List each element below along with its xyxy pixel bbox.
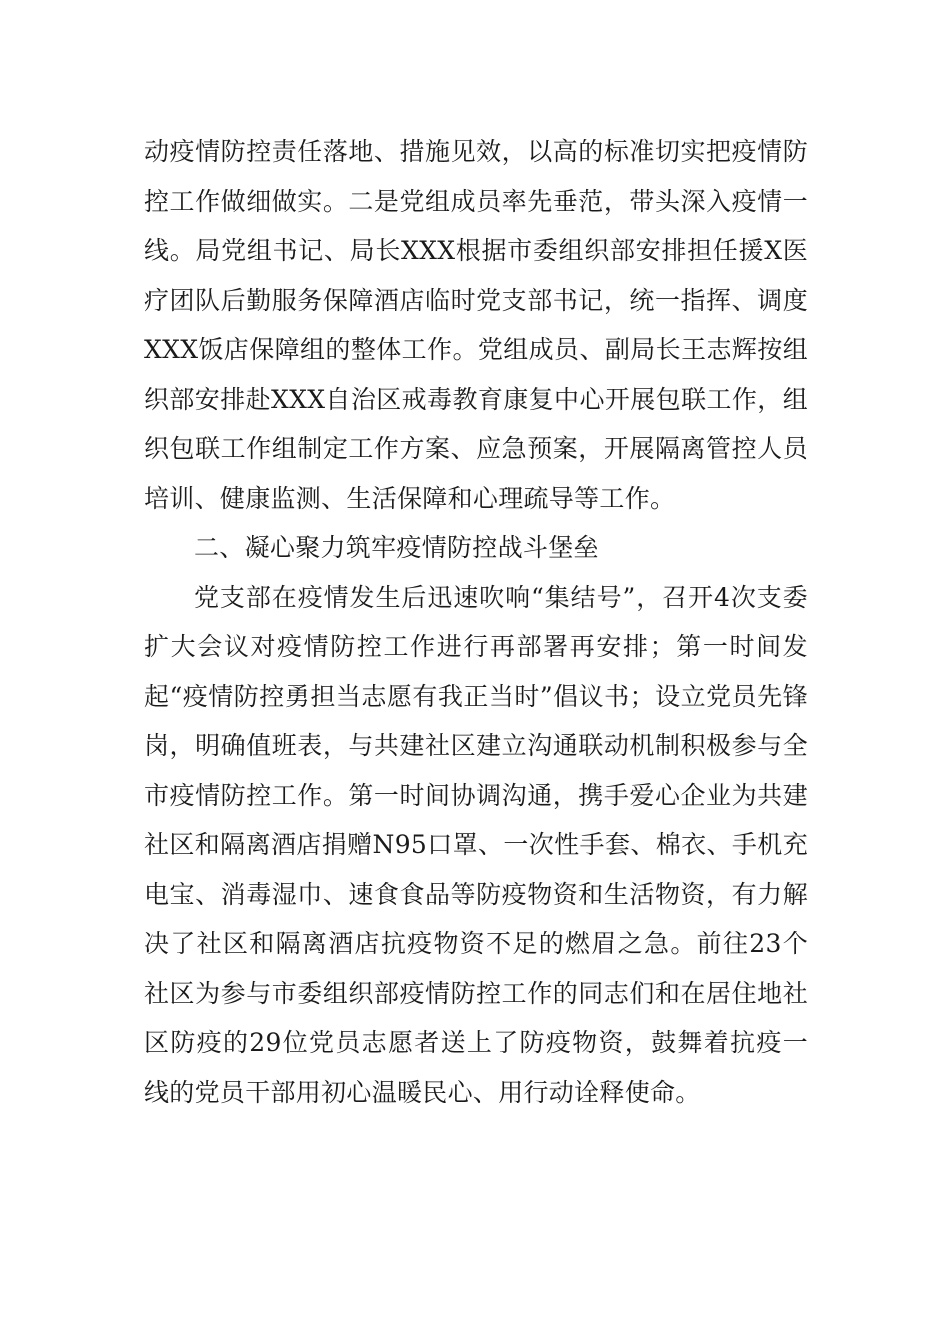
- document-body: [144, 127, 808, 1117]
- section-heading: 二、凝心聚力筑牢疫情防控战斗堡垒: [194, 533, 599, 562]
- paragraph-body: 党支部在疫情发生后迅速吹响“集结号”，召开4次支委扩大会议对疫情防控工作进行再部署再安排；第一时间发起“疫情防控勇担当志愿有我正当时”倡议书；设立党员先锋岗，明确值班表，与共建社区建立沟通联动机制积极参与全市疫情防控工作。第一时间协调沟通，携手爱心企业为共建社区和隔离酒店捐赠N95口罩、一次性手套、棉衣、手机充电宝、消毒湿巾、速食食品等防疫物资和生活物资，有力解决了社区和隔离酒店抗疫物资不足的燃眉之急。前往23个社区为参与市委组织部疫情防控工作的同志们和在居住地社区防疫的29位党员志愿者送上了防疫物资，鼓舞着抗疫一线的党员干部用初心温暖民心、用行动诠释使命。: [144, 582, 808, 1107]
- paragraph-continued: 动疫情防控责任落地、措施见效，以高的标准切实把疫情防控工作做细做实。二是党组成员率先垂范，带头深入疫情一线。局党组书记、局长XXX根据市委组织部安排担任援X医疗团队后勤服务保障酒店临时党支部书记，统一指挥、调度XXX饭店保障组的整体工作。党组成员、副局长王志辉按组织部安排赴XXX自治区戒毒教育康复中心开展包联工作，组织包联工作组制定工作方案、应急预案，开展隔离管控人员培训、健康监测、生活保障和心理疏导等工作。: [144, 137, 808, 513]
